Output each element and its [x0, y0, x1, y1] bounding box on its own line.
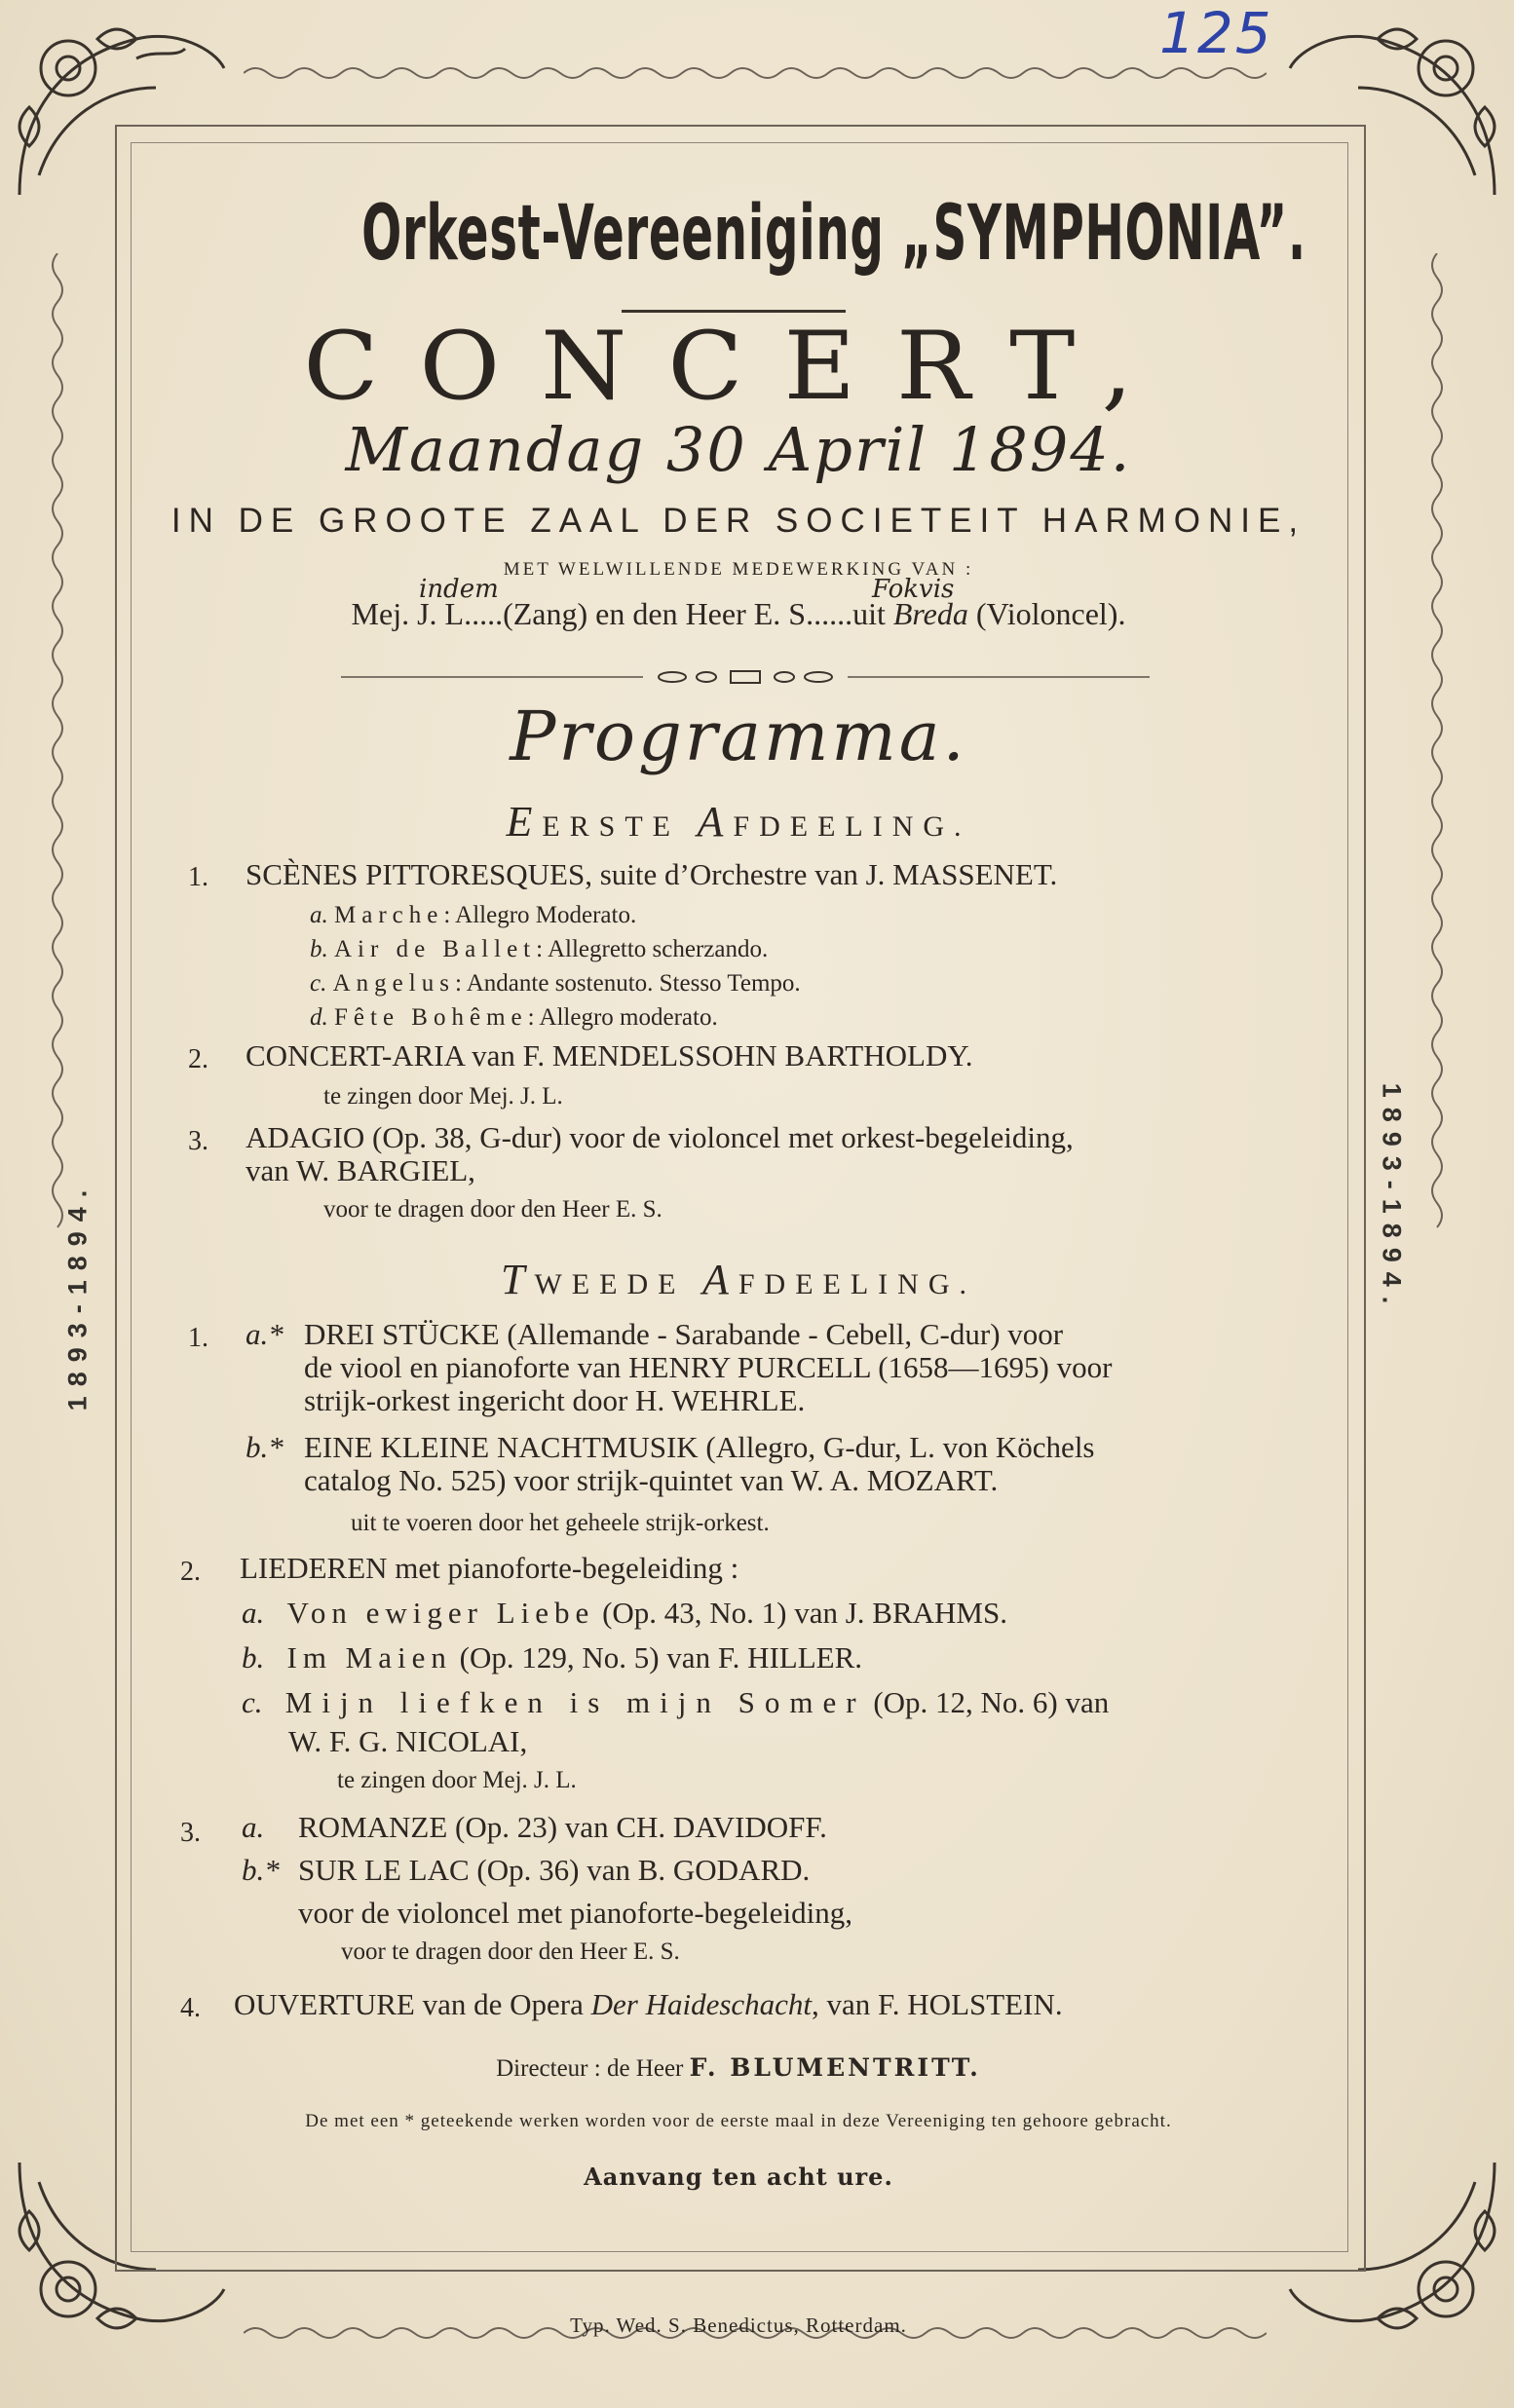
programme-item-cont: catalog No. 525) voor strijk-quintet van W. A. MOZART. — [304, 1463, 999, 1497]
programme-item: ROMANZE (Op. 23) van CH. DAVIDOFF. — [298, 1810, 827, 1844]
programme-item-cont: de viool en pianoforte van HENRY PURCELL (1658—1695) voor — [304, 1350, 1113, 1384]
performer-note: te zingen door Mej. J. L. — [323, 1083, 563, 1110]
item-number: 3. — [188, 1126, 208, 1156]
printer-line: Typ. Wed. S. Benedictus, Rotterdam. — [570, 2314, 907, 2337]
performer-note: te zingen door Mej. J. L. — [337, 1767, 577, 1793]
programme-item: ADAGIO (Op. 38, G-dur) voor de violoncel met orkest-begeleiding, — [246, 1120, 1074, 1154]
handwritten-name-2: Fokvis — [872, 575, 955, 604]
soloists-prefix: Mej. J. L.....(Zang) en den Heer E. S......uit — [351, 596, 893, 631]
movement-line: b. Air de Ballet: Allegretto scherzando. — [310, 936, 769, 962]
programme-item-cont: voor de violoncel met pianoforte-begeleiding, — [298, 1896, 853, 1930]
concert-title: CONCERT, — [303, 312, 1174, 421]
programme-item: SCÈNES PITTORESQUES, suite d’Orchestre van J. MASSENET. — [246, 857, 1058, 891]
programme-item: CONCERT-ARIA van F. MENDELSSOHN BARTHOLDY. — [246, 1038, 973, 1072]
start-time: Aanvang ten acht ure. — [584, 2163, 893, 2191]
handwritten-name-1: indem — [419, 575, 499, 604]
programme-item: SUR LE LAC (Op. 36) van B. GODARD. — [298, 1853, 811, 1887]
part2-heading: TWEEDE AFDEELING. — [501, 1256, 976, 1303]
venue-line: IN DE GROOTE ZAAL DER SOCIETEIT HARMONIE, — [170, 502, 1306, 540]
movement-line: d. Fête Bohême: Allegro moderato. — [310, 1004, 718, 1031]
item-number: 1. — [188, 862, 208, 892]
performer-note: voor te dragen door den Heer E. S. — [323, 1196, 662, 1223]
side-year-right: 1893-1894. — [1377, 1082, 1407, 1314]
soloists-line — [131, 596, 1346, 632]
handwritten-catalog-number: 125 — [1159, 0, 1273, 66]
programme-item: LIEDEREN met pianoforte-begeleiding : — [240, 1551, 739, 1585]
programme-item-cont: strijk-orkest ingericht door H. WEHRLE. — [304, 1383, 806, 1417]
performer-note: uit te voeren door het geheele strijk-orkest. — [351, 1510, 770, 1536]
programme-item: EINE KLEINE NACHTMUSIK (Allegro, G-dur, L. von Köchels — [304, 1430, 1095, 1464]
programme-item: OUVERTURE van de Opera Der Haideschacht, van F. HOLSTEIN. — [234, 1987, 1063, 2021]
soloists-suffix: (Violoncel). — [967, 596, 1126, 631]
song-line: b. Im Maien (Op. 129, No. 5) van F. HILLER. — [242, 1640, 863, 1674]
item-number: 3. — [180, 1818, 201, 1848]
movement-line: a. Marche: Allegro Moderato. — [310, 902, 637, 928]
item-number: 2. — [180, 1557, 201, 1587]
performer-note: voor te dragen door den Heer E. S. — [341, 1938, 680, 1965]
programme-title: Programma. — [510, 696, 967, 776]
item-number: 2. — [188, 1044, 208, 1074]
society-name: Orkest-Vereeniging „SYMPHONIA”. — [361, 190, 1306, 278]
ornamental-divider — [341, 670, 1150, 684]
item-letter: b.* — [246, 1430, 284, 1464]
song-line: c. Mijn liefken is mijn Somer (Op. 12, No. 6) van — [242, 1685, 1110, 1719]
item-number: 4. — [180, 1993, 201, 2023]
programme-item: DREI STÜCKE (Allemande - Sarabande - Cebell, C-dur) voor — [304, 1317, 1064, 1351]
programme-item-cont: van W. BARGIEL, — [246, 1153, 475, 1187]
item-letter: b.* — [242, 1853, 280, 1887]
soloists-city: Breda — [892, 596, 968, 631]
top-wave-border — [244, 58, 1267, 88]
item-letter: a.* — [246, 1317, 284, 1351]
song-line-cont: W. F. G. NICOLAI, — [288, 1724, 528, 1758]
song-line: a. Von ewiger Liebe (Op. 43, No. 1) van J. BRAHMS. — [242, 1596, 1007, 1630]
side-year-left: 1893-1894. — [62, 1180, 93, 1411]
director-line: Directeur : de Heer F. BLUMENTRITT. — [496, 2053, 981, 2082]
item-number: 1. — [188, 1323, 208, 1353]
item-letter: a. — [242, 1810, 265, 1844]
right-wave-border — [1422, 253, 1452, 2143]
premiere-note: De met een * geteekende werken worden voor de eerste maal in deze Vereeniging ten gehoore gebracht. — [305, 2111, 1172, 2131]
concert-date: Maandag 30 April 1894. — [345, 414, 1132, 485]
movement-line: c. Angelus: Andante sostenuto. Stesso Tempo. — [310, 970, 801, 997]
cooperation-line: MET WELWILLENDE MEDEWERKING VAN : — [503, 559, 974, 580]
part1-heading: EERSTE AFDEELING. — [506, 798, 971, 846]
